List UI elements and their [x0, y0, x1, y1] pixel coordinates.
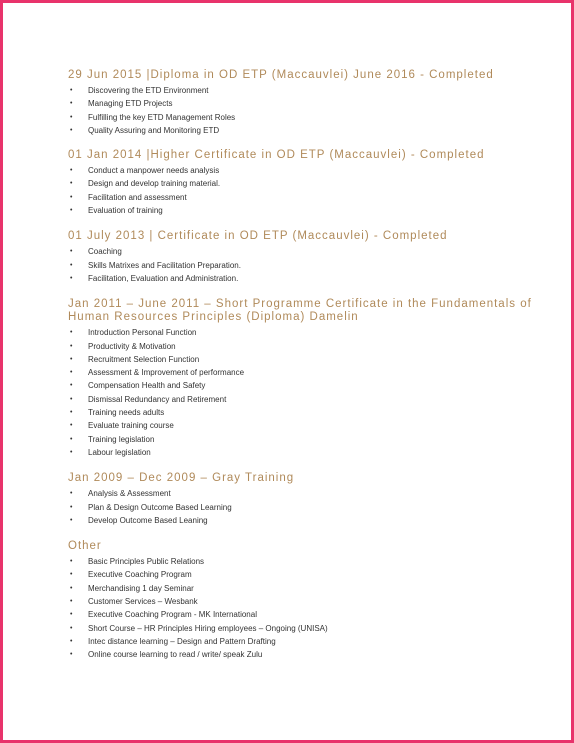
education-section-diploma-od-etp: [68, 69, 568, 137]
education-section-gray-training: [68, 472, 568, 527]
list-item-text: Plan & Design Outcome Based Learning: [88, 502, 232, 512]
list-item: [68, 164, 568, 177]
list-item-text: Merchandising 1 day Seminar: [88, 583, 194, 593]
list-item-text: Fulfilling the key ETD Management Roles: [88, 112, 236, 122]
list-item: [68, 177, 568, 190]
list-item: [68, 555, 568, 568]
list-item: [68, 111, 568, 124]
list-item-text: Executive Coaching Program: [88, 570, 192, 580]
course-list: [68, 555, 568, 661]
list-item: [68, 635, 568, 648]
bullet-icon: •: [70, 369, 73, 377]
list-item-text: Evaluate training course: [88, 421, 174, 431]
list-item: [68, 84, 568, 97]
list-item: [68, 245, 568, 258]
list-item-text: Skills Matrixes and Facilitation Preparation.: [88, 260, 241, 270]
course-list: [68, 487, 568, 527]
list-item: [68, 608, 568, 621]
bullet-icon: •: [70, 207, 73, 215]
list-item: [68, 514, 568, 527]
list-item-text: Assessment & Improvement of performance: [88, 368, 245, 378]
bullet-icon: •: [70, 490, 73, 498]
list-item-text: Facilitation and assessment: [88, 192, 187, 202]
list-item-text: Productivity & Motivation: [88, 341, 176, 351]
bullet-icon: •: [70, 435, 73, 443]
list-item-text: Develop Outcome Based Leaning: [88, 515, 208, 525]
list-item-text: Coaching: [88, 247, 122, 257]
list-item: [68, 501, 568, 514]
course-list: [68, 326, 568, 459]
list-item-text: Analysis & Assessment: [88, 489, 171, 499]
list-item: [68, 595, 568, 608]
bullet-icon: •: [70, 395, 73, 403]
list-item: [68, 433, 568, 446]
bullet-icon: •: [70, 342, 73, 350]
list-item: [68, 366, 568, 379]
list-item: [68, 124, 568, 137]
list-item: [68, 393, 568, 406]
bullet-icon: •: [70, 382, 73, 390]
bullet-icon: •: [70, 409, 73, 417]
education-section-higher-certificate: [68, 149, 568, 217]
list-item-text: Compensation Health and Safety: [88, 381, 206, 391]
course-list: [68, 245, 568, 285]
resume-education-content: [68, 69, 568, 675]
list-item-text: Executive Coaching Program - MK International: [88, 610, 257, 620]
bullet-icon: •: [70, 624, 73, 632]
bullet-icon: •: [70, 598, 73, 606]
list-item: [68, 340, 568, 353]
list-item: [68, 191, 568, 204]
course-list: [68, 84, 568, 137]
list-item: [68, 419, 568, 432]
bullet-icon: •: [70, 558, 73, 566]
list-item-text: Labour legislation: [88, 447, 151, 457]
list-item-text: Introduction Personal Function: [88, 328, 197, 338]
list-item: [68, 353, 568, 366]
bullet-icon: •: [70, 571, 73, 579]
section-heading: Other: [68, 540, 102, 553]
course-list: [68, 164, 568, 217]
bullet-icon: •: [70, 651, 73, 659]
list-item-text: Dismissal Redundancy and Retirement: [88, 394, 227, 404]
bullet-icon: •: [70, 113, 73, 121]
bullet-icon: •: [70, 503, 73, 511]
section-heading: 01 Jan 2014 |Higher Certificate in OD ETP (Maccauvlei) - Completed: [68, 149, 485, 162]
education-section-other: [68, 540, 568, 661]
list-item-text: Design and develop training material.: [88, 179, 221, 189]
bullet-icon: •: [70, 193, 73, 201]
section-heading: 29 Jun 2015 |Diploma in OD ETP (Maccauvlei) June 2016 - Completed: [68, 69, 494, 81]
bullet-icon: •: [70, 100, 73, 108]
list-item-text: Facilitation, Evaluation and Administration.: [88, 273, 239, 283]
bullet-icon: •: [70, 167, 73, 175]
list-item: [68, 204, 568, 217]
bullet-icon: •: [70, 87, 73, 94]
list-item: [68, 582, 568, 595]
bullet-icon: •: [70, 248, 73, 256]
bullet-icon: •: [70, 637, 73, 645]
list-item-text: Discovering the ETD Environment: [88, 86, 209, 95]
list-item-text: Managing ETD Projects: [88, 99, 173, 109]
bullet-icon: •: [70, 126, 73, 134]
list-item-text: Basic Principles Public Relations: [88, 557, 205, 567]
list-item-text: Short Course – HR Principles Hiring employees – Ongoing (UNISA): [88, 623, 328, 633]
section-heading: Jan 2011 – June 2011 – Short Programme Certificate in the Fundamentals of Human Resources Principles (Diploma) Damelin: [68, 298, 532, 324]
bullet-icon: •: [70, 516, 73, 524]
list-item-text: Training needs adults: [88, 408, 165, 418]
list-item: [68, 622, 568, 635]
list-item: [68, 272, 568, 285]
bullet-icon: •: [70, 261, 73, 269]
list-item-text: Online course learning to read / write/ speak Zulu: [88, 650, 263, 660]
list-item: [68, 648, 568, 661]
bullet-icon: •: [70, 611, 73, 619]
list-item: [68, 446, 568, 459]
education-section-certificate-od-etp: [68, 230, 568, 285]
list-item-text: Customer Services – Wesbank: [88, 597, 198, 607]
list-item-text: Conduct a manpower needs analysis: [88, 166, 220, 176]
education-section-hr-principles: [68, 298, 568, 459]
list-item-text: Evaluation of training: [88, 206, 163, 216]
section-heading: 01 July 2013 | Certificate in OD ETP (Maccauvlei) - Completed: [68, 230, 448, 243]
list-item: [68, 379, 568, 392]
bullet-icon: •: [70, 584, 73, 592]
list-item-text: Recruitment Selection Function: [88, 354, 200, 364]
section-heading: Jan 2009 – Dec 2009 – Gray Training: [68, 472, 295, 485]
bullet-icon: •: [70, 448, 73, 456]
list-item-text: Training legislation: [88, 434, 155, 444]
list-item: [68, 326, 568, 339]
list-item: [68, 97, 568, 110]
list-item-text: Quality Assuring and Monitoring ETD: [88, 125, 220, 135]
bullet-icon: •: [70, 180, 73, 188]
bullet-icon: •: [70, 274, 73, 282]
bullet-icon: •: [70, 329, 73, 337]
list-item: [68, 568, 568, 581]
bullet-icon: •: [70, 355, 73, 363]
list-item: [68, 259, 568, 272]
list-item: [68, 487, 568, 500]
list-item: [68, 406, 568, 419]
list-item-text: Intec distance learning – Design and Pattern Drafting: [88, 636, 276, 646]
bullet-icon: •: [70, 422, 73, 430]
